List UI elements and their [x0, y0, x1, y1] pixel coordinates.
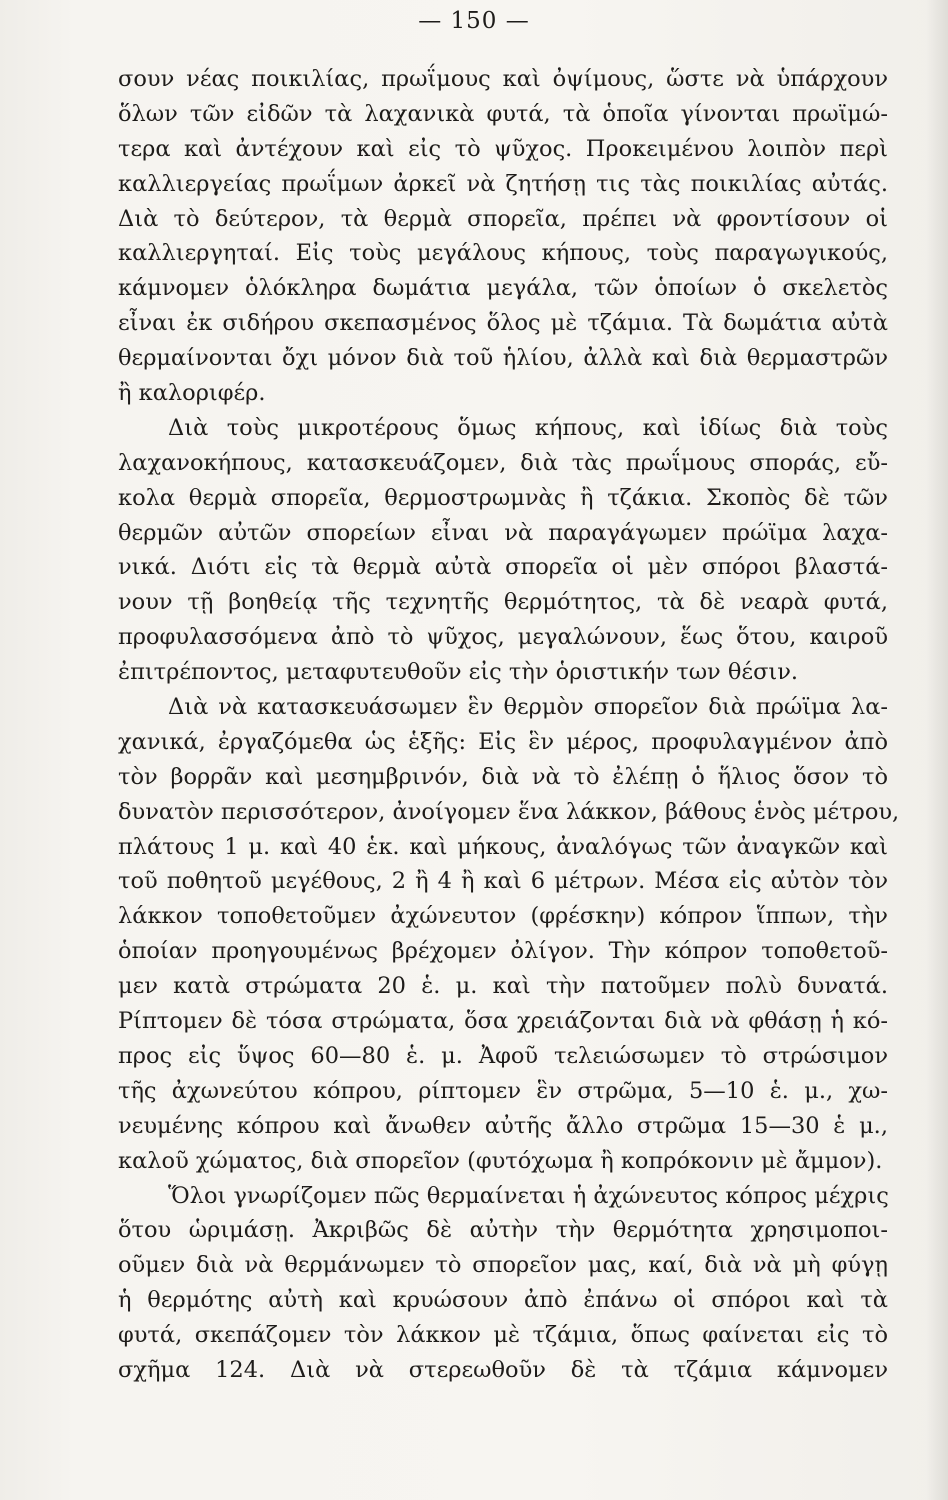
text-line: καλλιεργηταί. Εἰς τοὺς μεγάλους κήπους, τοὺς παραγωγικούς,: [118, 240, 888, 267]
text-line: κολα θερμὰ σπορεῖα, θερμοστρωμνὰς ἢ τζάκια. Σκοπὸς δὲ τῶν: [118, 484, 888, 511]
text-line: δυνατὸν περισσότερον, ἀνοίγομεν ἕνα λάκκον, βάθους ἑνὸς μέτρου,: [118, 798, 900, 825]
text-line: σουν νέας ποικιλίας, πρωΐμους καὶ ὀψίμους, ὥστε νὰ ὑπάρχουν: [118, 66, 888, 92]
text-line: μεν κατὰ στρώματα 20 ἑ. μ. καὶ τὴν πατοῦμεν πολὺ δυνατά.: [118, 973, 888, 1000]
text-line: Ρίπτομεν δὲ τόσα στρώματα, ὅσα χρειάζονται διὰ νὰ φθάσῃ ἡ κό-: [118, 1008, 888, 1035]
text-line: οῦμεν διὰ νὰ θερμάνωμεν τὸ σπορεῖον μας, καί, διὰ νὰ μὴ φύγῃ: [118, 1252, 888, 1279]
text-line: Διὰ τὸ δεύτερον, τὰ θερμὰ σπορεῖα, πρέπει νὰ φροντίσουν οἱ: [118, 205, 888, 232]
text-line: νουν τῇ βοηθείᾳ τῆς τεχνητῆς θερμότητος, τὰ δὲ νεαρὰ φυτά,: [118, 589, 888, 616]
text-line: ὁποίαν προηγουμένως βρέχομεν ὀλίγον. Τὴν κόπρον τοποθετοῦ-: [118, 938, 888, 965]
text-line: Διὰ νὰ κατασκευάσωμεν ἓν θερμὸν σπορεῖον διὰ πρώϊμα λα-: [168, 694, 888, 721]
text-line: ἢ καλοριφέρ.: [118, 380, 266, 407]
text-line: Διὰ τοὺς μικροτέρους ὅμως κήπους, καὶ ἰδίως διὰ τοὺς: [168, 414, 888, 441]
text-line: λαχανοκήπους, κατασκευάζομεν, διὰ τὰς πρωΐμους σποράς, εὔ-: [118, 449, 888, 476]
text-line: εἶναι ἐκ σιδήρου σκεπασμένος ὅλος μὲ τζάμια. Τὰ δωμάτια αὐτὰ: [118, 310, 888, 337]
text-line: τὸν βορρᾶν καὶ μεσημβρινόν, διὰ νὰ τὸ ἐλέπῃ ὁ ἥλιος ὅσον τὸ: [118, 763, 888, 790]
text-line: θερμαίνονται ὄχι μόνον διὰ τοῦ ἡλίου, ἀλλὰ καὶ διὰ θερμαστρῶν: [118, 345, 888, 372]
text-line: τῆς ἀχωνεύτου κόπρου, ρίπτομεν ἓν στρῶμα, 5—10 ἑ. μ., χω-: [118, 1077, 888, 1104]
text-line: ὅτου ὡριμάσῃ. Ἀκριβῶς δὲ αὐτὴν τὴν θερμότητα χρησιμοποι-: [118, 1217, 888, 1244]
text-line: νικά. Διότι εἰς τὰ θερμὰ αὐτὰ σπορεῖα οἱ μὲν σπόροι βλαστά-: [118, 554, 888, 581]
text-line: λάκκον τοποθετοῦμεν ἀχώνευτον (φρέσκην) κόπρον ἵππων, τὴν: [118, 903, 888, 930]
text-line: προς εἰς ὕψος 60—80 ἑ. μ. Ἀφοῦ τελειώσωμεν τὸ στρώσιμον: [118, 1042, 888, 1069]
text-line: προφυλασσόμενα ἀπὸ τὸ ψῦχος, μεγαλώνουν, ἕως ὅτου, καιροῦ: [118, 624, 888, 651]
text-line: φυτά, σκεπάζομεν τὸν λάκκον μὲ τζάμια, ὅπως φαίνεται εἰς τὸ: [118, 1322, 888, 1349]
text-line: νευμένης κόπρου καὶ ἄνωθεν αὐτῆς ἄλλο στρῶμα 15—30 ἑ μ.,: [118, 1112, 888, 1139]
text-line: χανικά, ἐργαζόμεθα ὡς ἑξῆς: Εἰς ἓν μέρος, προφυλαγμένον ἀπὸ: [118, 728, 888, 755]
text-line: θερμῶν αὐτῶν σπορείων εἶναι νὰ παραγάγωμεν πρώϊμα λαχα-: [118, 519, 888, 546]
text-line: ἐπιτρέποντος, μεταφυτευθοῦν εἰς τὴν ὁριστικήν των θέσιν.: [118, 659, 799, 686]
page-number: — 150 —: [418, 8, 530, 34]
text-line: τερα καὶ ἀντέχουν καὶ εἰς τὸ ψῦχος. Προκειμένου λοιπὸν περὶ: [118, 135, 888, 162]
page-spine-shadow: [926, 0, 948, 1500]
text-line: ὅλων τῶν εἰδῶν τὰ λαχανικὰ φυτά, τὰ ὁποῖα γίνονται πρωϊμώ-: [118, 100, 888, 127]
text-line: καλοῦ χώματος, διὰ σπορεῖον (φυτόχωμα ἢ κοπρόκονιν μὲ ἄμμον).: [118, 1147, 883, 1174]
text-line: ἡ θερμότης αὐτὴ καὶ κρυώσουν ἀπὸ ἐπάνω οἱ σπόροι καὶ τὰ: [118, 1287, 888, 1314]
text-line: κάμνομεν ὁλόκληρα δωμάτια μεγάλα, τῶν ὁποίων ὁ σκελετὸς: [118, 275, 888, 302]
text-line: πλάτους 1 μ. καὶ 40 ἑκ. καὶ μήκους, ἀναλόγως τῶν ἀναγκῶν καὶ: [118, 833, 888, 860]
text-line: τοῦ ποθητοῦ μεγέθους, 2 ἢ 4 ἢ καὶ 6 μέτρων. Μέσα εἰς αὐτὸν τὸν: [118, 868, 888, 895]
text-line: καλλιεργείας πρωΐμων ἀρκεῖ νὰ ζητήσῃ τις τὰς ποικιλίας αὐτάς.: [118, 170, 888, 197]
text-line: Ὅλοι γνωρίζομεν πῶς θερμαίνεται ἡ ἀχώνευτος κόπρος μέχρις: [168, 1182, 889, 1209]
text-line: σχῆμα 124. Διὰ νὰ στερεωθοῦν δὲ τὰ τζάμια κάμνομεν: [118, 1356, 888, 1383]
body-text: [118, 62, 900, 1388]
